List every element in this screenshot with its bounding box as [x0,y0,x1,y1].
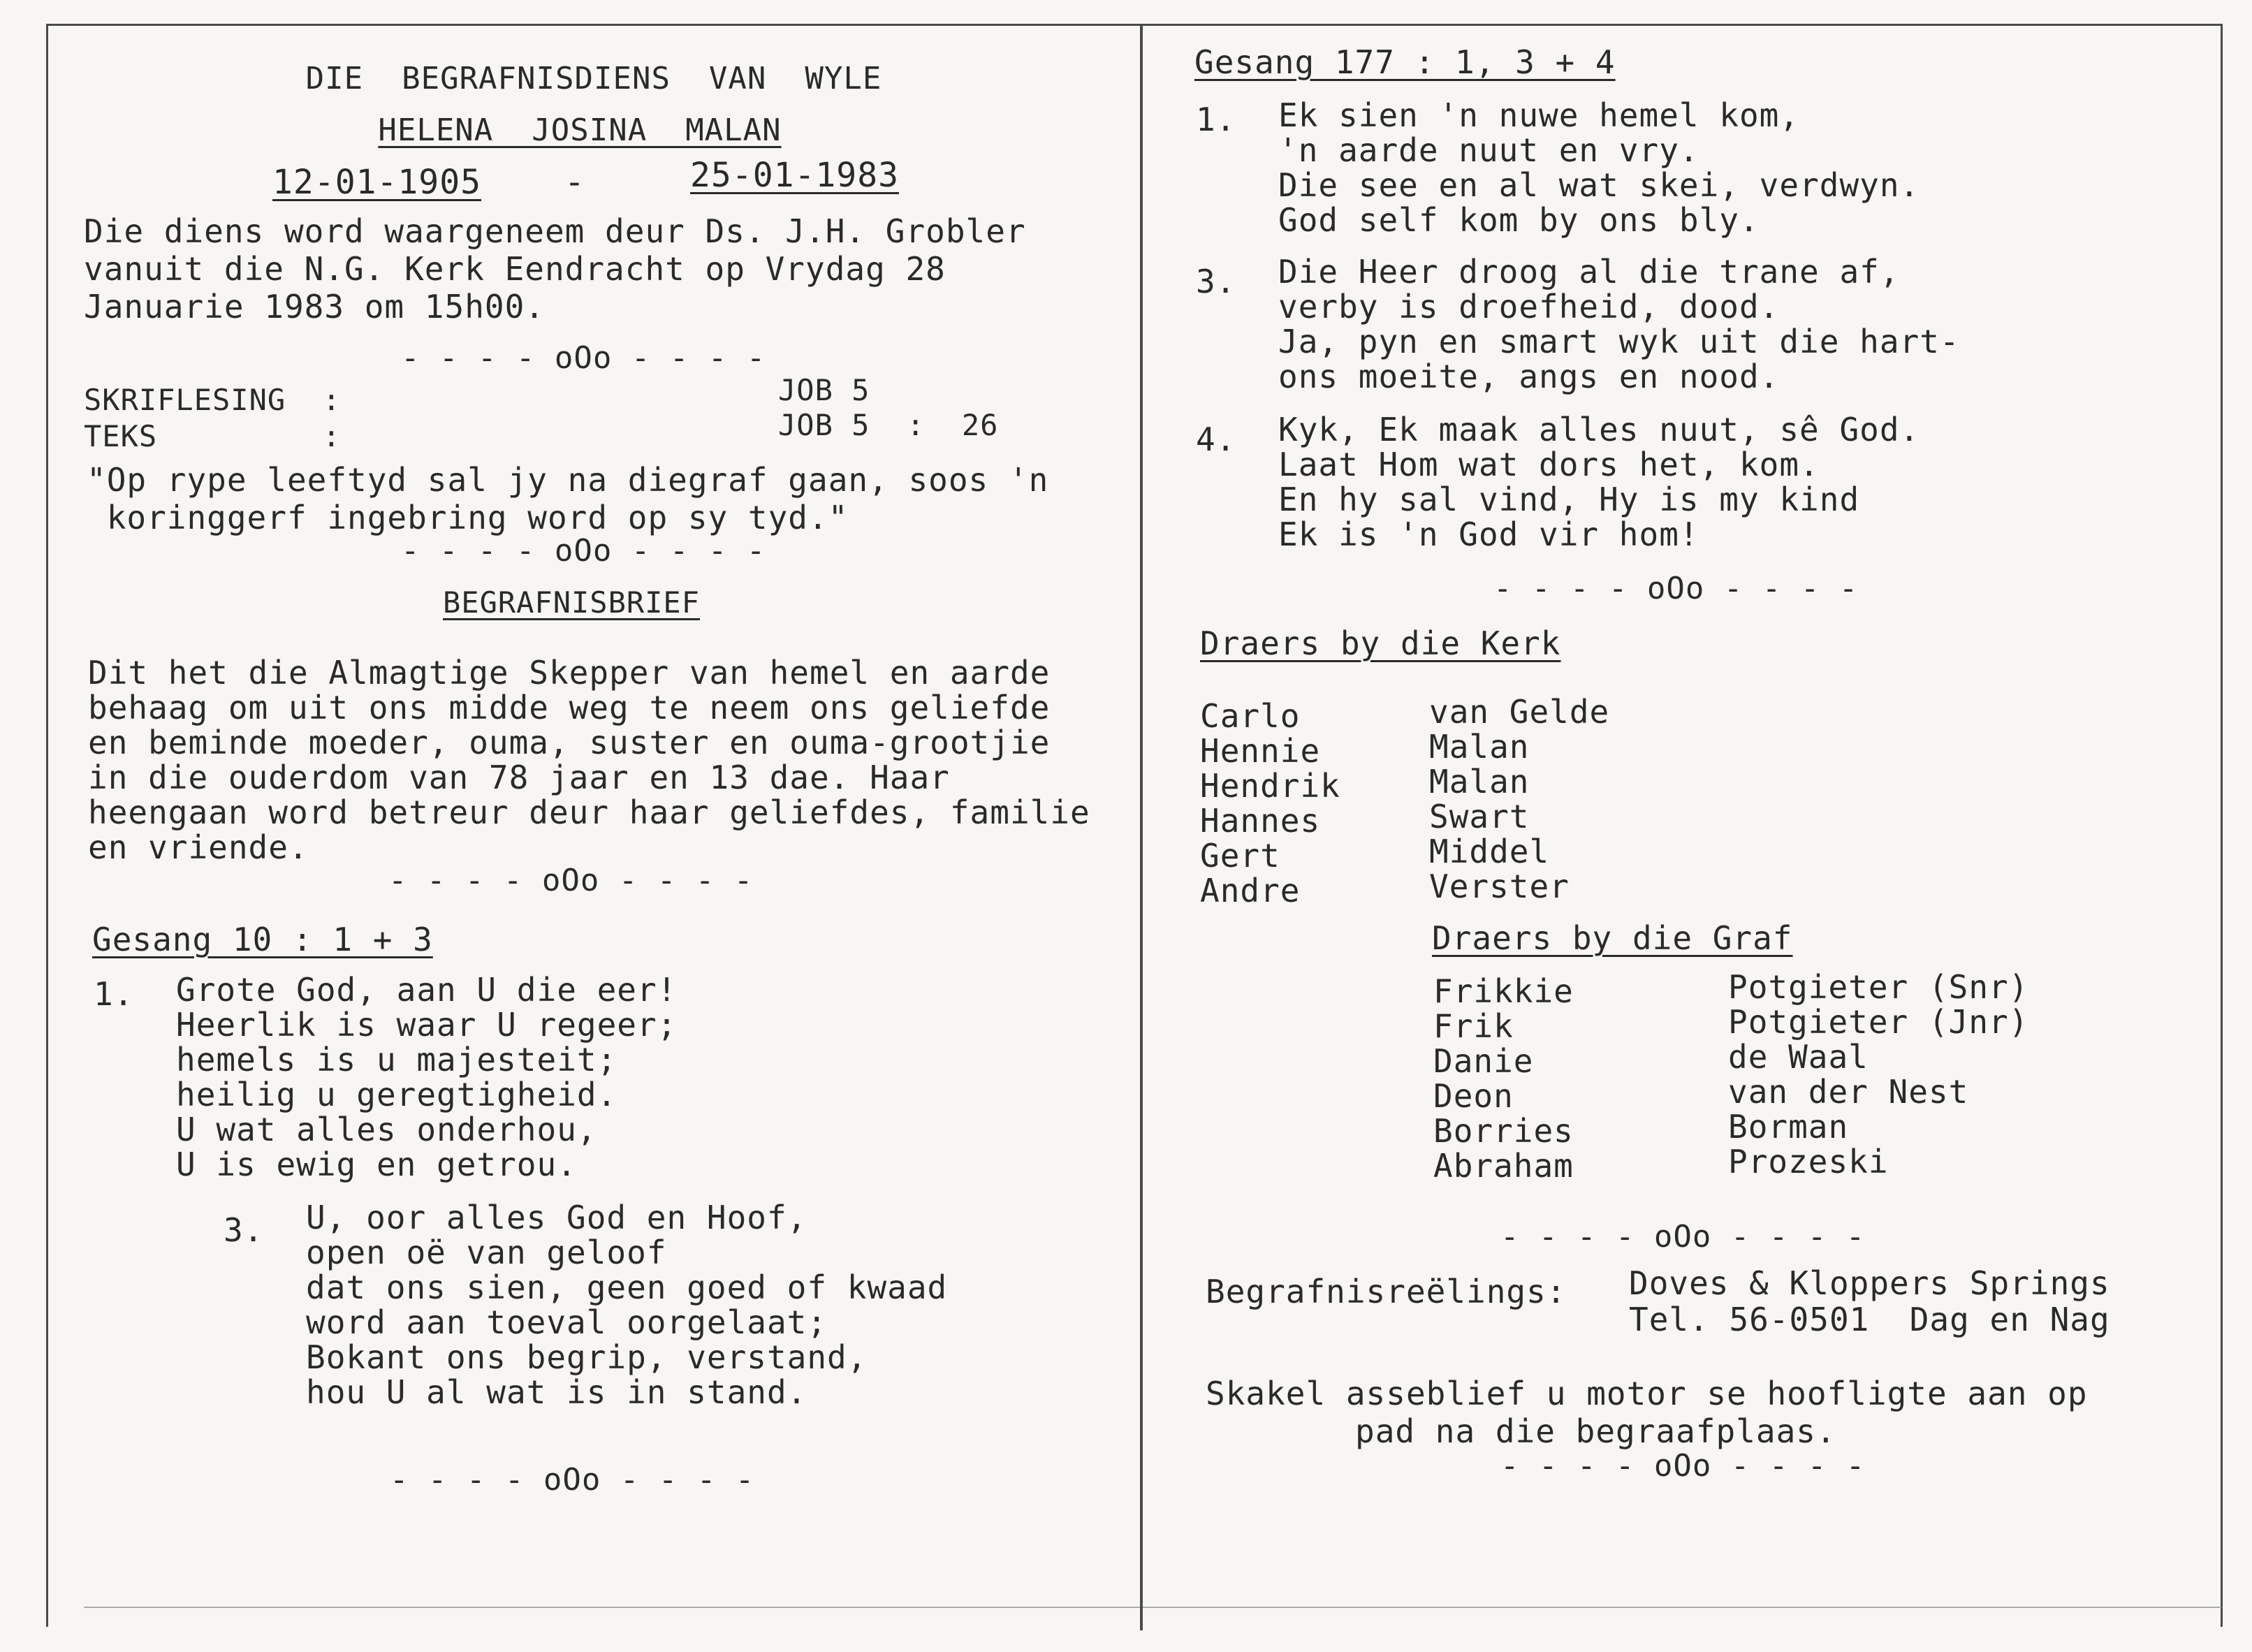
bearer-surname: Malan [1429,763,1530,801]
letter-line: behaag om uit ons midde weg te neem ons geliefde [88,689,1051,726]
hymn177-heading: Gesang 177 : 1, 3 + 4 [1194,43,1616,81]
separator: - - - - oOo - - - - [1493,571,1859,606]
bearer-surname: Verster [1429,868,1570,905]
reading-label: SKRIFLESING : [84,383,342,417]
verse-line: U is ewig en getrou. [176,1146,577,1183]
bearer-surname: Malan [1429,728,1530,766]
separator: - - - - oOo - - - - [401,340,766,376]
verse-line: En hy sal vind, Hy is my kind [1278,481,1860,518]
verse-line: U, oor alles God en Hoof, [306,1199,807,1236]
hymn10-heading: Gesang 10 : 1 + 3 [92,921,433,958]
bearer-first-name: Borries [1433,1112,1574,1150]
verse-line: God self kom by ons bly. [1278,201,1760,239]
bearer-first-name: Abraham [1433,1147,1574,1185]
hymn10-verse3-number: 3. [224,1211,264,1249]
text-label: TEKS : [84,419,342,453]
verse-number: 1. [1196,101,1236,138]
hymn10-verse1-number: 1. [94,975,134,1013]
bearer-surname: de Waal [1728,1038,1869,1076]
bearer-surname: Prozeski [1728,1143,1889,1180]
letter-line: en vriende. [88,828,309,866]
verse-line: U wat alles onderhou, [176,1111,597,1148]
bearer-first-name: Andre [1200,872,1301,909]
separator: - - - - oOo - - - - [1500,1448,1866,1484]
verse-line: Die see en al wat skei, verdwyn. [1278,166,1920,204]
verse-line: hemels is u majesteit; [176,1041,617,1079]
death-date: 25-01-1983 [690,156,899,195]
reading-value: JOB 5 [778,373,870,407]
church-bearers-heading: Draers by die Kerk [1200,624,1561,662]
bearer-first-name: Deon [1433,1077,1514,1115]
letter-line: Dit het die Almagtige Skepper van hemel en aarde [88,654,1051,692]
verse-line: dat ons sien, geen goed of kwaad [306,1269,948,1306]
bearer-first-name: Frikkie [1433,972,1574,1010]
bearer-surname: van Gelde [1429,693,1610,731]
bearer-surname: Swart [1429,798,1530,835]
verse-line: open oë van geloof [306,1234,667,1271]
text-value: JOB 5 : 26 [778,408,999,442]
title-line-1: DIE BEGRAFNISDIENS VAN WYLE [305,61,882,96]
arrangements-line-1: Doves & Kloppers Springs [1629,1264,2110,1302]
bearer-first-name: Hennie [1200,732,1321,770]
bearer-surname: Borman [1728,1108,1849,1146]
verse-line: Kyk, Ek maak alles nuut, sê God. [1278,411,1920,448]
separator: - - - - oOo - - - - [1500,1219,1866,1255]
verse-line: Ek sien 'n nuwe hemel kom, [1278,96,1800,134]
letter-line: en beminde moeder, ouma, suster en ouma-grootjie [88,724,1051,761]
bearer-first-name: Carlo [1200,697,1301,735]
verse-line: 'n aarde nuut en vry. [1278,131,1699,169]
verse-line: Bokant ons begrip, verstand, [306,1338,868,1376]
bearer-surname: Potgieter (Jnr) [1728,1003,2029,1041]
verse-number: 4. [1196,421,1236,458]
verse-line: Laat Hom wat dors het, kom. [1278,446,1820,483]
bearer-first-name: Hendrik [1200,767,1340,805]
grave-bearers-heading: Draers by die Graf [1432,919,1793,957]
closing-line-2: pad na die begraafplaas. [1355,1412,1836,1450]
letter-line: heengaan word betreur deur haar geliefdes, familie [88,794,1090,831]
service-line-3: Januarie 1983 om 15h00. [84,288,545,326]
bearer-surname: Potgieter (Snr) [1728,968,2029,1006]
verse-line: verby is droefheid, dood. [1278,288,1780,326]
separator: - - - - oOo - - - - [388,863,754,898]
quote-line-2: koringgerf ingebring word op sy tyd." [87,499,849,536]
bearer-first-name: Danie [1433,1042,1534,1080]
service-line-2: vanuit die N.G. Kerk Eendracht op Vrydag 28 [84,250,946,288]
arrangements-label: Begrafnisreëlings: [1206,1273,1567,1310]
verse-line: ons moeite, angs en nood. [1278,358,1780,395]
bearer-surname: van der Nest [1728,1073,1969,1111]
letter-heading: BEGRAFNISBRIEF [443,585,701,620]
closing-line-1: Skakel asseblief u motor se hoofligte aan op [1206,1375,2088,1412]
verse-line: hou U al wat is in stand. [306,1373,807,1411]
service-line-1: Die diens word waargeneem deur Ds. J.H. Grobler [84,212,1026,250]
verse-line: Ek is 'n God vir hom! [1278,516,1699,553]
quote-line-1: "Op rype leeftyd sal jy na diegraf gaan, soos 'n [87,461,1049,499]
verse-line: heilig u geregtigheid. [176,1076,617,1113]
bearer-surname: Middel [1429,833,1550,870]
bearer-first-name: Gert [1200,837,1280,875]
bottom-edge [84,1607,2221,1608]
separator: - - - - oOo - - - - [390,1462,755,1498]
verse-line: word aan toeval oorgelaat; [306,1303,828,1341]
separator: - - - - oOo - - - - [401,533,766,569]
date-dash: - [564,163,585,202]
verse-number: 3. [1196,263,1236,300]
verse-line: Ja, pyn en smart wyk uit die hart- [1278,323,1960,360]
center-fold [1140,24,1143,1630]
verse-line: Die Heer droog al die trane af, [1278,253,1900,291]
verse-line: Grote God, aan U die eer! [176,971,678,1009]
verse-line: Heerlik is waar U regeer; [176,1006,678,1044]
deceased-name: HELENA JOSINA MALAN [378,112,782,148]
birth-date: 12-01-1905 [272,163,481,202]
bearer-first-name: Hannes [1200,802,1321,840]
arrangements-line-2: Tel. 56-0501 Dag en Nag [1629,1301,2110,1338]
bearer-first-name: Frik [1433,1007,1514,1045]
letter-line: in die ouderdom van 78 jaar en 13 dae. Haar [88,759,950,796]
